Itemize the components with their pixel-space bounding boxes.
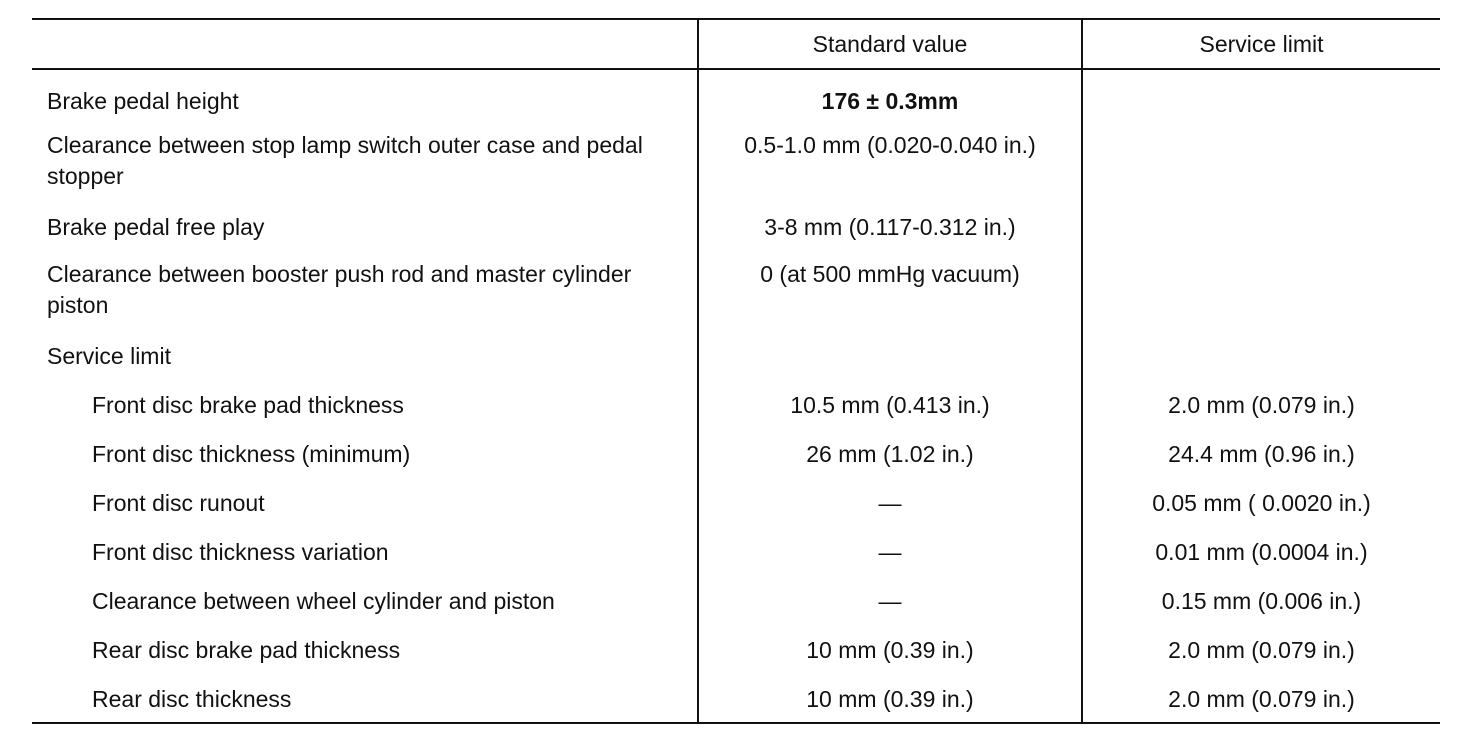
standard-value-cell: 0 (at 500 mmHg vacuum) xyxy=(698,248,1082,328)
table-row xyxy=(32,199,1440,248)
table-row xyxy=(32,426,1440,475)
service-limit-cell: 0.01 mm (0.0004 in.) xyxy=(1155,539,1368,565)
spec-item-cell: Front disc runout xyxy=(32,475,698,524)
spec-item-cell: Front disc thickness (minimum) xyxy=(32,426,698,475)
service-limit-cell: 2.0 mm (0.079 in.) xyxy=(1168,392,1355,418)
spec-item-cell: Rear disc thickness xyxy=(32,671,698,723)
standard-value-cell: 3-8 mm (0.117-0.312 in.) xyxy=(698,199,1082,248)
service-limit-cell: 0.15 mm (0.006 in.) xyxy=(1161,588,1362,614)
standard-value-cell xyxy=(698,328,1082,377)
header-service-limit: Service limit xyxy=(1082,19,1440,69)
standard-value-cell: — xyxy=(698,475,1082,524)
service-limit-cell xyxy=(1082,119,1440,199)
service-limit-cell xyxy=(1082,199,1440,248)
spec-item-cell: Clearance between stop lamp switch outer case and pedal stopper xyxy=(32,119,698,199)
standard-value-cell: 176 ± 0.3mm xyxy=(698,69,1082,119)
table-row xyxy=(32,573,1440,622)
spec-item-cell: Clearance between wheel cylinder and piston xyxy=(32,573,698,622)
table-row xyxy=(32,475,1440,524)
table-body xyxy=(32,69,1440,723)
spec-item-cell: Clearance between booster push rod and master cylinder piston xyxy=(32,248,698,328)
service-limit-cell xyxy=(1082,328,1440,377)
standard-value-cell: 0.5-1.0 mm (0.020-0.040 in.) xyxy=(698,119,1082,199)
table-row xyxy=(32,524,1440,573)
service-limit-cell: 2.0 mm (0.079 in.) xyxy=(1082,671,1440,723)
spec-item-cell: Front disc brake pad thickness xyxy=(32,377,698,426)
standard-value-cell: 10.5 mm (0.413 in.) xyxy=(698,377,1082,426)
table-row xyxy=(32,328,1440,377)
table-row xyxy=(32,622,1440,671)
spec-item-cell: Service limit xyxy=(32,328,698,377)
header-row xyxy=(32,19,1440,69)
spec-item-cell: Rear disc brake pad thickness xyxy=(32,622,698,671)
spec-item-cell: Brake pedal height xyxy=(32,69,698,119)
table-row xyxy=(32,248,1440,328)
standard-value-cell: — xyxy=(698,524,1082,573)
table-row xyxy=(32,377,1440,426)
brake-specifications-table xyxy=(32,18,1440,724)
standard-value-cell: 10 mm (0.39 in.) xyxy=(698,622,1082,671)
table-row xyxy=(32,671,1440,723)
header-item xyxy=(32,19,698,69)
table-row xyxy=(32,69,1440,119)
table-row xyxy=(32,119,1440,199)
service-limit-cell: 2.0 mm (0.079 in.) xyxy=(1168,637,1355,663)
service-limit-cell xyxy=(1082,69,1440,119)
header-standard-value: Standard value xyxy=(698,19,1082,69)
service-limit-cell xyxy=(1082,248,1440,328)
standard-value-cell: 26 mm (1.02 in.) xyxy=(698,426,1082,475)
standard-value-cell: — xyxy=(698,573,1082,622)
service-limit-cell: 0.05 mm ( 0.0020 in.) xyxy=(1152,490,1371,516)
standard-value-cell: 10 mm (0.39 in.) xyxy=(698,671,1082,723)
service-limit-cell: 24.4 mm (0.96 in.) xyxy=(1168,441,1355,467)
spec-item-cell: Front disc thickness variation xyxy=(32,524,698,573)
spec-item-cell: Brake pedal free play xyxy=(32,199,698,248)
